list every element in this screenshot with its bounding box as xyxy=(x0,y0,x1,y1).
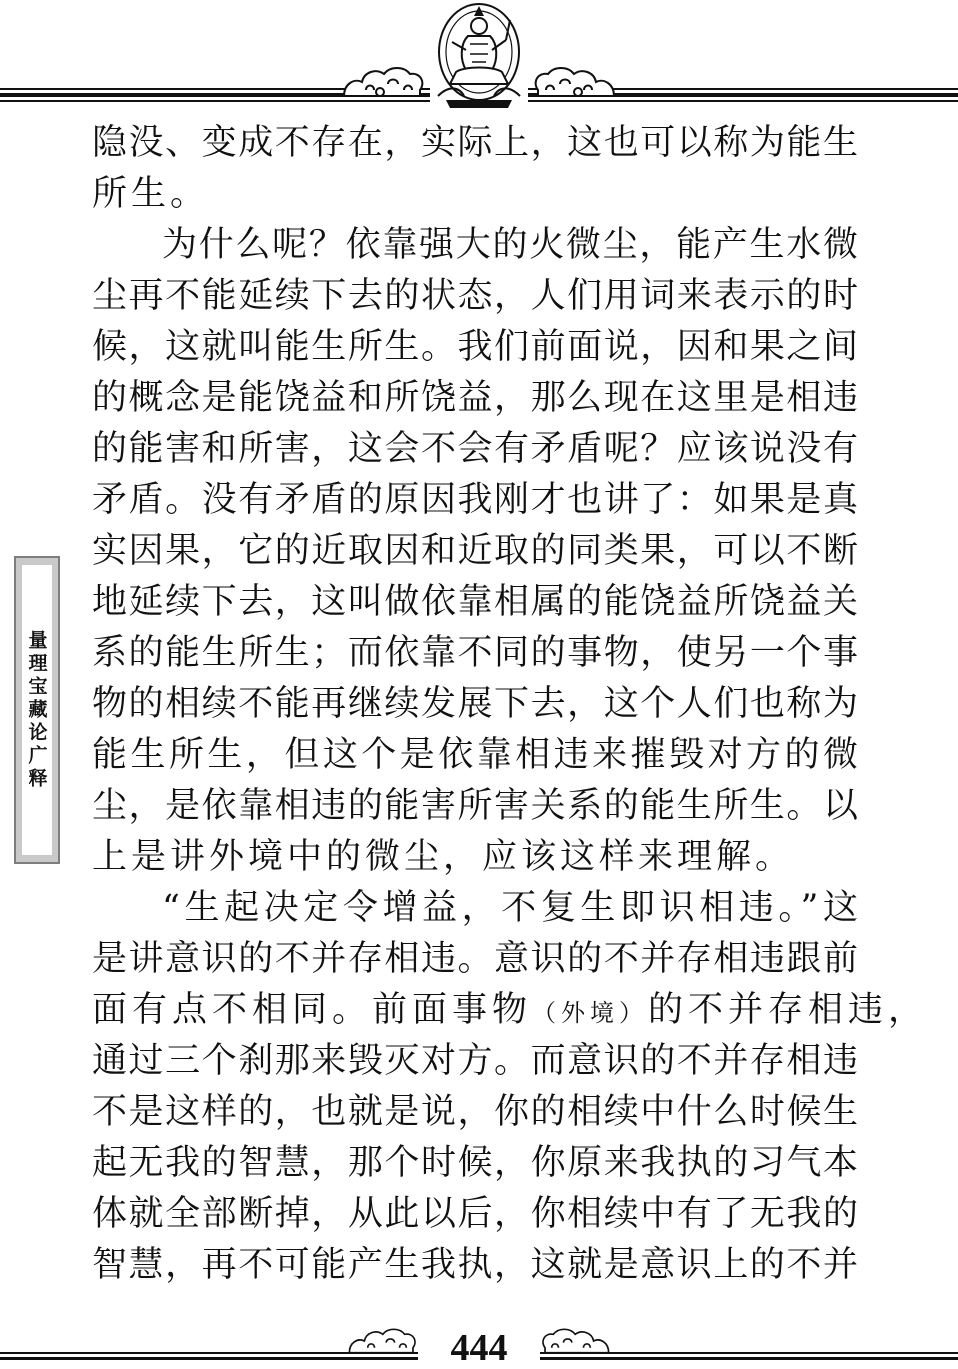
deity-figure-icon xyxy=(430,0,528,108)
text-line: 所生。 xyxy=(92,174,210,214)
text-line: “生起决定令增益，不复生即识相违。”这 xyxy=(162,888,858,928)
text-line: 不是这样的，也就是说，你的相续中什么时候生 xyxy=(92,1092,858,1132)
side-tab xyxy=(14,556,60,864)
text-line: 的概念是能饶益和所饶益，那么现在这里是相违 xyxy=(92,378,858,418)
text-line: 通过三个刹那来毁灭对方。而意识的不并存相违 xyxy=(92,1041,858,1081)
text-line: 智慧，再不可能产生我执，这就是意识上的不并 xyxy=(92,1245,858,1285)
body-text xyxy=(92,118,929,1291)
header-ornament xyxy=(0,0,958,110)
text-line: 上是讲外境中的微尘，应该这样来理解。 xyxy=(92,837,795,877)
book-title: 量理宝藏论广释 xyxy=(25,629,48,791)
parenthetical-note: （外境） xyxy=(532,999,649,1027)
text-line: 的能害和所害，这会不会有矛盾呢？应该说没有 xyxy=(92,429,858,469)
text-segment: 面有点不相同。前面事物 xyxy=(92,990,533,1030)
cloud-ornament-icon xyxy=(346,1324,418,1358)
cloud-ornament-icon xyxy=(340,62,426,102)
text-line: 实因果，它的近取因和近取的同类果，可以不断 xyxy=(92,531,858,571)
text-line: 尘再不能延续下去的状态，人们用词来表示的时 xyxy=(92,276,858,316)
text-segment: 的不并存相违， xyxy=(648,990,929,1030)
text-line xyxy=(92,985,929,1036)
text-line: 物的相续不能再继续发展下去，这个人们也称为 xyxy=(92,684,858,724)
cloud-ornament-icon xyxy=(532,62,618,102)
text-line: 系的能生所生；而依靠不同的事物，使另一个事 xyxy=(92,633,858,673)
footer-ornament xyxy=(0,1320,958,1369)
text-line: 起无我的智慧，那个时候，你原来我执的习气本 xyxy=(92,1143,858,1183)
page-number: 444 xyxy=(450,1327,508,1369)
text-line: 为什么呢？依靠强大的火微尘，能产生水微 xyxy=(162,225,858,265)
text-line: 地延续下去，这叫做依靠相属的能饶益所饶益关 xyxy=(92,582,858,622)
text-line: 体就全部断掉，从此以后，你相续中有了无我的 xyxy=(92,1194,858,1234)
text-line: 尘，是依靠相违的能害所害关系的能生所生。以 xyxy=(92,786,858,826)
text-line: 矛盾。没有矛盾的原因我刚才也讲了：如果是真 xyxy=(92,480,858,520)
text-line: 候，这就叫能生所生。我们前面说，因和果之间 xyxy=(92,327,858,367)
cloud-ornament-icon xyxy=(540,1324,612,1358)
side-tab-inner xyxy=(22,565,52,855)
text-line: 是讲意识的不并存相违。意识的不并存相违跟前 xyxy=(92,939,858,979)
text-line: 隐没、变成不存在，实际上，这也可以称为能生 xyxy=(92,123,858,163)
text-line: 能生所生，但这个是依靠相违来摧毁对方的微 xyxy=(92,735,858,775)
